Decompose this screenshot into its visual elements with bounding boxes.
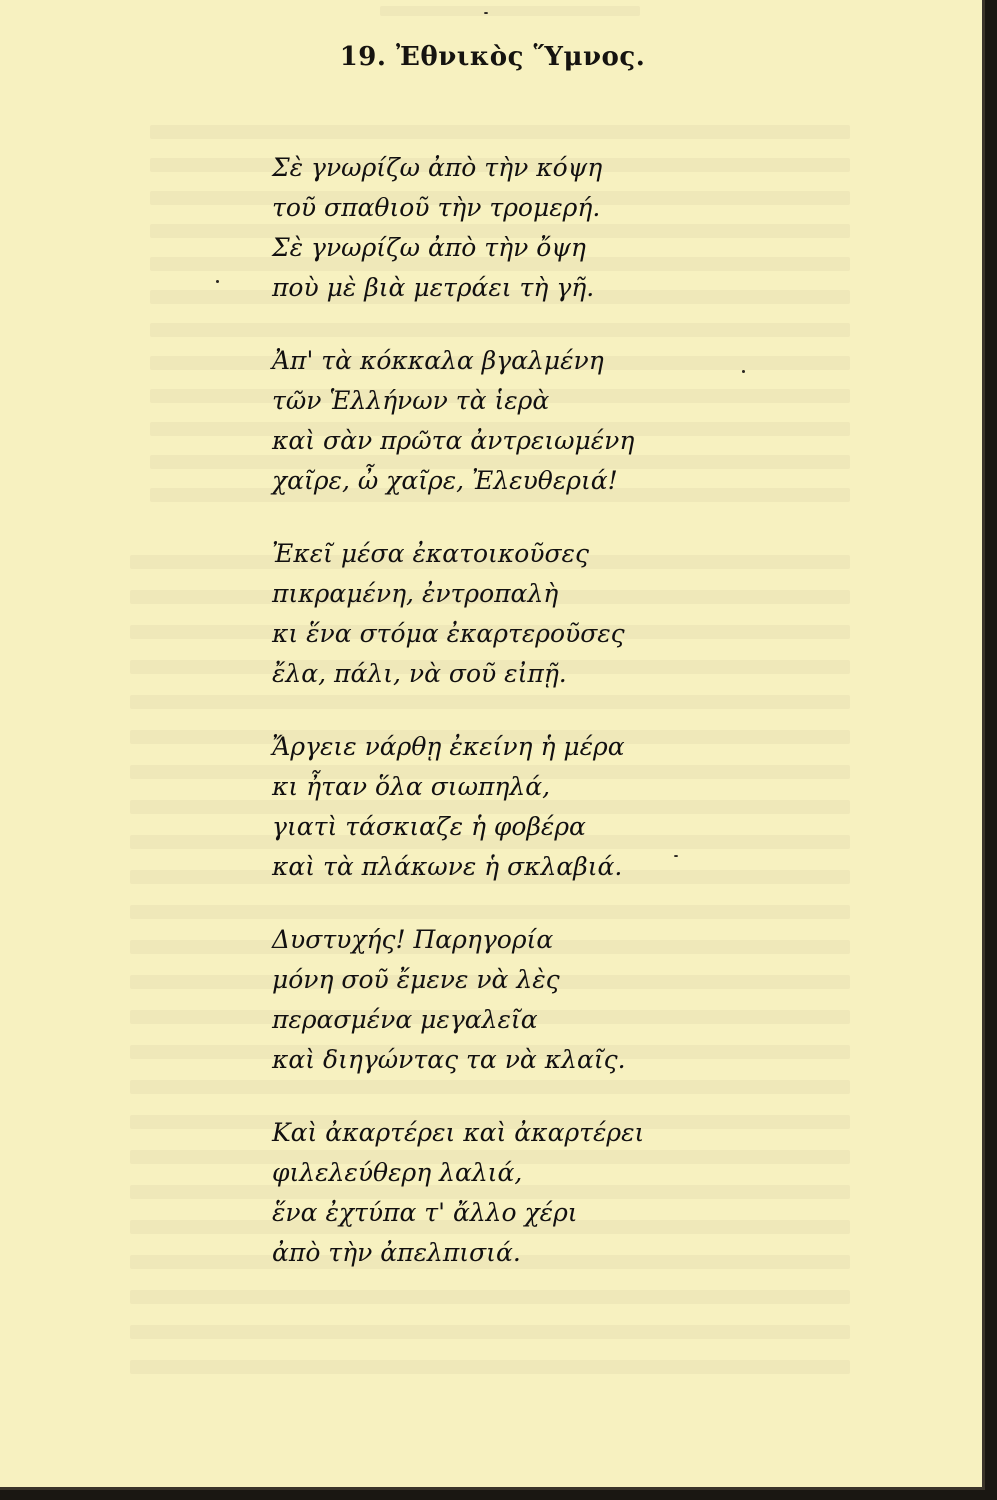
stanza-2 bbox=[272, 341, 832, 501]
stanza-1 bbox=[272, 148, 832, 308]
verse-line: Σὲ γνωρίζω ἀπὸ τὴν κόψη bbox=[272, 153, 603, 182]
verse-line: Ἄργειε νάρθῃ ἐκείνη ἡ μέρα bbox=[272, 732, 625, 761]
stanza-4 bbox=[272, 727, 832, 887]
verse-line: περασμένα μεγαλεῖα bbox=[272, 1005, 538, 1034]
verse-line: ποὺ μὲ βιὰ μετράει τὴ γῆ. bbox=[272, 273, 595, 302]
verse-line: Ἐκεῖ μέσα ἐκατοικοῦσες bbox=[272, 539, 589, 568]
verse-line: γιατὶ τάσκιαζε ἡ φοβέρα bbox=[272, 812, 586, 841]
verse-line: πικραμένη, ἐντροπαλὴ bbox=[272, 579, 559, 608]
poem-body bbox=[272, 148, 832, 1306]
stanza-6 bbox=[272, 1113, 832, 1273]
verse-line: καὶ διηγώντας τα νὰ κλαῖς. bbox=[272, 1045, 626, 1074]
verse-line: καὶ τὰ πλάκωνε ἡ σκλαβιά. bbox=[272, 852, 623, 881]
poem-title: 19. Ἐθνικὸς Ὕμνος. bbox=[339, 42, 646, 72]
verse-line: ἀπὸ τὴν ἀπελπισιά. bbox=[272, 1238, 521, 1267]
verse-line: φιλελεύθερη λαλιά, bbox=[272, 1158, 523, 1187]
verse-line: Δυστυχής! Παρηγορία bbox=[272, 925, 554, 954]
verse-line: μόνη σοῦ ἔμενε νὰ λὲς bbox=[272, 965, 560, 994]
verse-line: Σὲ γνωρίζω ἀπὸ τὴν ὄψη bbox=[272, 233, 586, 262]
verse-line: ἔλα, πάλι, νὰ σοῦ εἰπῇ. bbox=[272, 659, 567, 688]
verse-line: καὶ σὰν πρῶτα ἀντρειωμένη bbox=[272, 426, 635, 455]
verse-line: Καὶ ἀκαρτέρει καὶ ἀκαρτέρει bbox=[272, 1118, 645, 1147]
ink-speck bbox=[484, 12, 488, 14]
verse-line: Ἀπ' τὰ κόκκαλα βγαλμένη bbox=[272, 346, 604, 375]
verse-line: κι ἕνα στόμα ἐκαρτεροῦσες bbox=[272, 619, 625, 648]
verse-line: ἕνα ἐχτύπα τ' ἄλλο χέρι bbox=[272, 1198, 578, 1227]
stanza-5 bbox=[272, 920, 832, 1080]
verse-line: χαῖρε, ὦ χαῖρε, Ἐλευθεριά! bbox=[272, 466, 618, 495]
verse-line: τοῦ σπαθιοῦ τὴν τρομερή. bbox=[272, 193, 601, 222]
ink-speck bbox=[216, 280, 219, 283]
verse-line: τῶν Ἑλλήνων τὰ ἱερὰ bbox=[272, 386, 550, 415]
verse-line: κι ἦταν ὅλα σιωπηλά, bbox=[272, 772, 551, 801]
stanza-3 bbox=[272, 534, 832, 694]
